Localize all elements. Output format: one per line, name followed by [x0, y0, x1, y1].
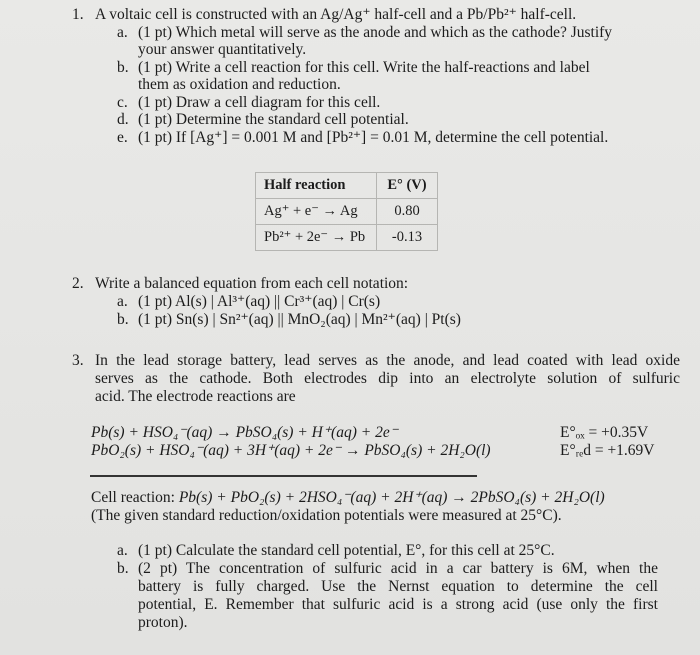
q1a-letter: a. — [117, 24, 128, 41]
divider-rule — [90, 475, 477, 477]
q3a-line1: (1 pt) Calculate the standard cell potential, E°, for this cell at 25°C. — [138, 542, 555, 559]
cell-reaction — [91, 489, 605, 507]
q2a-letter: a. — [117, 293, 128, 310]
q2-text: Write a balanced equation from each cell notation: — [95, 275, 409, 292]
q3-line2: serves as the cathode. Both electrodes dip into an electrolyte solution of sulfuric — [95, 370, 680, 387]
table-row — [256, 225, 438, 251]
q3b-line2: battery is fully charged. Use the Nernst equation to determine the cell — [138, 578, 658, 595]
table-cell: Ag⁺ + e⁻ → Ag — [256, 199, 377, 225]
q3-number: 3. — [72, 352, 84, 369]
cell-reaction-label: Cell reaction: — [91, 489, 179, 506]
q3b-line4: proton). — [138, 614, 188, 631]
cathode-equation: PbO₂(s) + HSO₄⁻(aq) + 3H⁺(aq) + 2e⁻ → PbSO₄(s) + 2H₂O(l) — [91, 442, 491, 459]
q3b-letter: b. — [117, 560, 129, 577]
q2b-letter: b. — [117, 311, 129, 328]
half-reaction-table — [255, 172, 438, 251]
q1c-letter: c. — [117, 94, 128, 111]
table-row — [256, 199, 438, 225]
q1c-line1: (1 pt) Draw a cell diagram for this cell. — [138, 94, 381, 111]
q3-line1: In the lead storage battery, lead serves as the anode, and lead coated with lead oxide — [95, 352, 680, 369]
q1d-line1: (1 pt) Determine the standard cell potential. — [138, 111, 409, 128]
q1a-line1: (1 pt) Which metal will serve as the anode and which as the cathode? Justify — [138, 24, 613, 41]
q3a-letter: a. — [117, 542, 128, 559]
q3b-line1: (2 pt) The concentration of sulfuric acid in a car battery is 6M, when the — [138, 560, 658, 577]
q1d-letter: d. — [117, 111, 129, 128]
header-potential: E° (V) — [377, 173, 438, 199]
table-cell: 0.80 — [377, 199, 438, 225]
anode-potential: E°ₒₓ = +0.35V — [560, 424, 649, 441]
anode-equation: Pb(s) + HSO₄⁻(aq) → PbSO₄(s) + H⁺(aq) + 2e⁻ — [91, 424, 398, 441]
table-cell: Pb²⁺ + 2e⁻ → Pb — [256, 225, 377, 251]
q1b-line1: (1 pt) Write a cell reaction for this cell. Write the half-reactions and label — [138, 59, 590, 76]
cell-reaction-equation: Pb(s) + PbO₂(s) + 2HSO₄⁻(aq) + 2H⁺(aq) → 2PbSO₄(s) + 2H₂O(l) — [178, 489, 605, 506]
q3b-line3: potential, E. Remember that sulfuric acid is a strong acid (use only the first — [138, 596, 658, 613]
q2-number: 2. — [72, 275, 84, 292]
q3-line3: acid. The electrode reactions are — [95, 388, 296, 405]
header-half-reaction: Half reaction — [256, 173, 377, 199]
table-cell: -0.13 — [377, 225, 438, 251]
q2a-text: (1 pt) Al(s) | Al³⁺(aq) || Cr³⁺(aq) | Cr(s) — [138, 293, 381, 310]
q1b-line2: them as oxidation and reduction. — [138, 76, 341, 93]
q1e-letter: e. — [117, 129, 128, 146]
q1-number: 1. — [72, 6, 84, 23]
cathode-potential: E°ᵣₑd = +1.69V — [560, 442, 655, 459]
table-header-row — [256, 173, 438, 199]
q2b-text: (1 pt) Sn(s) | Sn²⁺(aq) || MnO₂(aq) | Mn²⁺(aq) | Pt(s) — [138, 311, 461, 328]
q1-text: A voltaic cell is constructed with an Ag/Ag⁺ half-cell and a Pb/Pb²⁺ half-cell. — [95, 6, 577, 23]
q1a-line2: your answer quantitatively. — [138, 41, 307, 58]
conditions-note: (The given standard reduction/oxidation potentials were measured at 25°C). — [91, 507, 562, 524]
q1e-line1: (1 pt) If [Ag⁺] = 0.001 M and [Pb²⁺] = 0.01 M, determine the cell potential. — [138, 129, 609, 146]
q1b-letter: b. — [117, 59, 129, 76]
